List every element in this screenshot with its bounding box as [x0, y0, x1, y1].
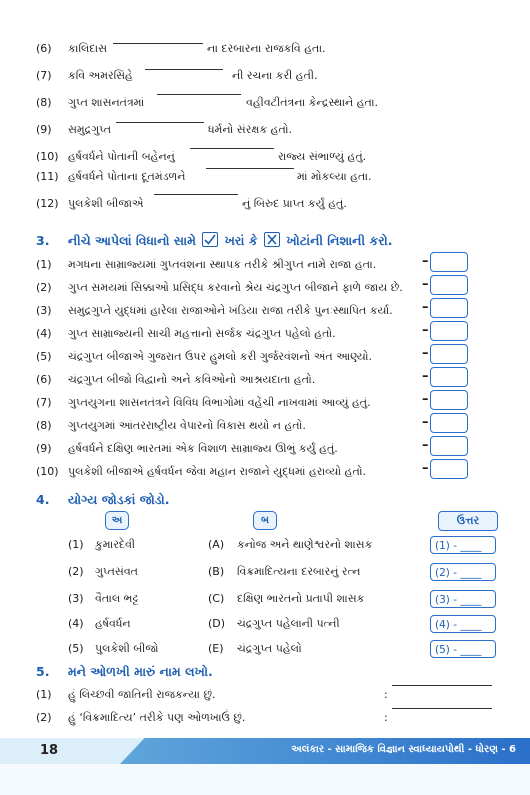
answer-box[interactable] — [430, 413, 468, 433]
section-number: 5. — [36, 664, 50, 679]
statement-number: (6) — [36, 373, 52, 386]
item-number: (7) — [36, 69, 52, 82]
blank-text-before: સમુદ્રગુપ્ત — [68, 123, 112, 136]
blank-text-before: હર્ષવર્ધને પોતાની બહેનનું — [68, 150, 175, 163]
check-box-icon — [202, 232, 218, 247]
column-a-number: (1) — [68, 538, 84, 551]
answer-blank[interactable] — [116, 122, 204, 123]
column-b-item: ચંદ્રગુપ્ત પહેલો — [237, 642, 302, 655]
answer-box[interactable] — [430, 459, 468, 479]
blank-text-after: નું બિરુદ પ્રાપ્ત કર્યું હતું. — [242, 197, 347, 210]
blank-text-before: પુલકેશી બીજાએ — [68, 197, 144, 210]
column-a-number: (4) — [68, 617, 84, 630]
statement-number: (3) — [36, 304, 52, 317]
column-a-number: (3) — [68, 592, 84, 605]
statement-text: ચંદ્રગુપ્ત બીજાએ ગુજરાત ઉપર હુમલો કરી ગુર્જરવંશનો અંત આણ્યો. — [68, 350, 373, 363]
match-answer-box[interactable]: (1) - ____ — [430, 536, 496, 554]
column-a-number: (2) — [68, 565, 84, 578]
book-title: અલંકાર - સામાજિક વિજ્ઞાન સ્વાધ્યાયપોથી - ધોરણ - 6 — [291, 744, 516, 755]
section-title-part: નીચે આપેલાં વિધાનો સામે — [67, 233, 196, 248]
column-b-item: ચંદ્રગુપ્ત પહેલાની પત્ની — [237, 617, 340, 630]
statement-number: (2) — [36, 281, 52, 294]
item-number: (12) — [36, 197, 59, 210]
blank-text-before: કવિ અમરસિંહે — [68, 69, 133, 82]
answer-box[interactable] — [430, 390, 468, 410]
colon: : — [384, 711, 388, 724]
column-a-item: કુમારદેવી — [95, 538, 136, 551]
answer-blank[interactable] — [113, 43, 203, 44]
question-number: (1) — [36, 688, 52, 701]
answer-blank[interactable] — [392, 685, 492, 686]
answer-box[interactable] — [430, 298, 468, 318]
answer-box[interactable] — [430, 275, 468, 295]
statement-text: ચંદ્રગુપ્ત બીજો વિદ્વાનો અને કવિઓનો આશ્રયદાતા હતો. — [68, 373, 316, 386]
match-answer-box[interactable]: (5) - ____ — [430, 640, 496, 658]
section-title: મને ઓળખી મારું નામ લખો. — [67, 664, 213, 679]
answer-blank[interactable] — [145, 69, 223, 70]
blank-text-after: રાજ્ય સંભાળ્યું હતું. — [278, 150, 367, 163]
statement-number: (10) — [36, 465, 59, 478]
column-b-letter: (A) — [208, 538, 225, 551]
answer-blank[interactable] — [206, 168, 294, 169]
answer-box[interactable] — [430, 252, 468, 272]
statement-number: (7) — [36, 396, 52, 409]
answer-box[interactable] — [430, 436, 468, 456]
blank-text-after: વહીવટીતંત્રના કેન્દ્રસ્થાને હતા. — [246, 96, 379, 109]
dash-mark: – — [422, 461, 429, 476]
statement-text: ગુપ્ત સમયમાં સિક્કાઓ પ્રસિદ્ધ કરવાનો શ્રેય ચંદ્રગુપ્ત બીજાને ફાળે જાય છે. — [68, 281, 403, 294]
statement-number: (1) — [36, 258, 52, 271]
column-b-letter: (C) — [208, 592, 225, 605]
column-b-letter: (D) — [208, 617, 226, 630]
dash-mark: – — [422, 369, 429, 384]
column-b-item: વિક્રમાદિત્યના દરબારનું રત્ન — [237, 565, 361, 578]
statement-text: મગધના સામ્રાજ્યમાં ગુપ્તવંશના સ્થાપક તરીકે શ્રીગુપ્ત નામે રાજા હતા. — [68, 258, 377, 271]
column-b-tag: બ — [253, 511, 277, 530]
statement-text: પુલકેશી બીજાએ હર્ષવર્ધન જેવા મહાન રાજાને યુદ્ધમાં હરાવ્યો હતો. — [68, 465, 366, 478]
cross-box-icon — [264, 232, 280, 247]
statement-text: ગુપ્તયુગના શાસનતંત્રને વિવિધ વિભાગોમાં વહેંચી નાખવામાં આવ્યું હતું. — [68, 396, 371, 409]
dash-mark: – — [422, 277, 429, 292]
column-b-letter: (B) — [208, 565, 225, 578]
column-a-item: હર્ષવર્ધન — [95, 617, 131, 630]
blank-text-before: કાલિદાસ — [68, 42, 108, 55]
blank-text-after: ધર્મનો સંરક્ષક હતો. — [208, 123, 293, 136]
column-a-item: ગુપ્તસંવત — [95, 565, 138, 578]
dash-mark: – — [422, 415, 429, 430]
section-number: 4. — [36, 492, 50, 507]
match-answer-box[interactable]: (2) - ____ — [430, 563, 496, 581]
match-answer-box[interactable]: (4) - ____ — [430, 615, 496, 633]
section-title-part: ખોટાંની નિશાની કરો. — [286, 233, 393, 248]
statement-number: (9) — [36, 442, 52, 455]
item-number: (10) — [36, 150, 59, 163]
statement-text: ગુપ્ત સામ્રાજ્યની સાચી મહત્તાનો સર્જક ચંદ્રગુપ્ત પહેલો હતો. — [68, 327, 336, 340]
column-b-item: કનોજ અને થાણેશ્વરનો શાસક — [237, 538, 373, 551]
dash-mark: – — [422, 346, 429, 361]
section-title-part: ખરાં કે — [224, 233, 258, 248]
colon: : — [384, 688, 388, 701]
question-text: હું ‘વિક્રમાદિત્ય’ તરીકે પણ ઓળખાઉં છું. — [68, 711, 246, 724]
section-4-heading — [36, 492, 170, 508]
column-a-item: પુલકેશી બીજો — [95, 642, 159, 655]
answer-blank[interactable] — [154, 194, 238, 195]
blank-text-after: ની રચના કરી હતી. — [232, 69, 318, 82]
statement-number: (4) — [36, 327, 52, 340]
item-number: (6) — [36, 42, 52, 55]
section-number: 3. — [36, 233, 50, 248]
match-answer-box[interactable]: (3) - ____ — [430, 590, 496, 608]
section-title: યોગ્ય જોડકાં જોડો. — [67, 492, 170, 507]
answer-box[interactable] — [430, 344, 468, 364]
blank-text-after: ના દરબારના રાજકવિ હતા. — [207, 42, 326, 55]
column-a-number: (5) — [68, 642, 84, 655]
column-b-letter: (E) — [208, 642, 224, 655]
dash-mark: – — [422, 438, 429, 453]
section-5-heading — [36, 664, 213, 680]
statement-number: (5) — [36, 350, 52, 363]
answer-box[interactable] — [430, 321, 468, 341]
dash-mark: – — [422, 300, 429, 315]
item-number: (11) — [36, 170, 59, 183]
page-number: 18 — [40, 743, 59, 758]
statement-text: સમુદ્રગુપ્તે યુદ્ધમાં હારેલા રાજાઓને ખંડિયા રાજા તરીકે પુનઃસ્થાપિત કર્યા. — [68, 304, 393, 317]
blank-text-after: માં મોકલ્યા હતા. — [297, 170, 372, 183]
column-a-tag: અ — [105, 511, 129, 530]
question-number: (2) — [36, 711, 52, 724]
answer-blank[interactable] — [157, 94, 241, 95]
section-3-heading — [36, 232, 393, 249]
blank-text-before: ગુપ્ત શાસનતંત્રમાં — [68, 96, 145, 109]
answer-column-header: ઉત્તર — [438, 511, 498, 531]
column-a-item: વૈતાલ ભટ્ટ — [95, 592, 139, 605]
question-text: હું લિચ્છવી જાતિની રાજકન્યા છું. — [68, 688, 216, 701]
page-bottom-margin — [0, 764, 530, 795]
column-b-item: દક્ષિણ ભારતનો પ્રતાપી શાસક — [237, 592, 365, 605]
statement-text: ગુપ્તયુગમાં આંતરરાષ્ટ્રીય વેપારનો વિકાસ થયો ન હતો. — [68, 419, 306, 432]
item-number: (9) — [36, 123, 52, 136]
answer-blank[interactable] — [190, 148, 274, 149]
statement-text: હર્ષવર્ધને દક્ષિણ ભારતમાં એક વિશાળ સામ્રાજ્ય ઊભું કર્યું હતું. — [68, 442, 338, 455]
dash-mark: – — [422, 254, 429, 269]
statement-number: (8) — [36, 419, 52, 432]
answer-box[interactable] — [430, 367, 468, 387]
blank-text-before: હર્ષવર્ધને પોતાના દૂતમંડળને — [68, 170, 186, 183]
dash-mark: – — [422, 392, 429, 407]
answer-blank[interactable] — [392, 708, 492, 709]
dash-mark: – — [422, 323, 429, 338]
item-number: (8) — [36, 96, 52, 109]
